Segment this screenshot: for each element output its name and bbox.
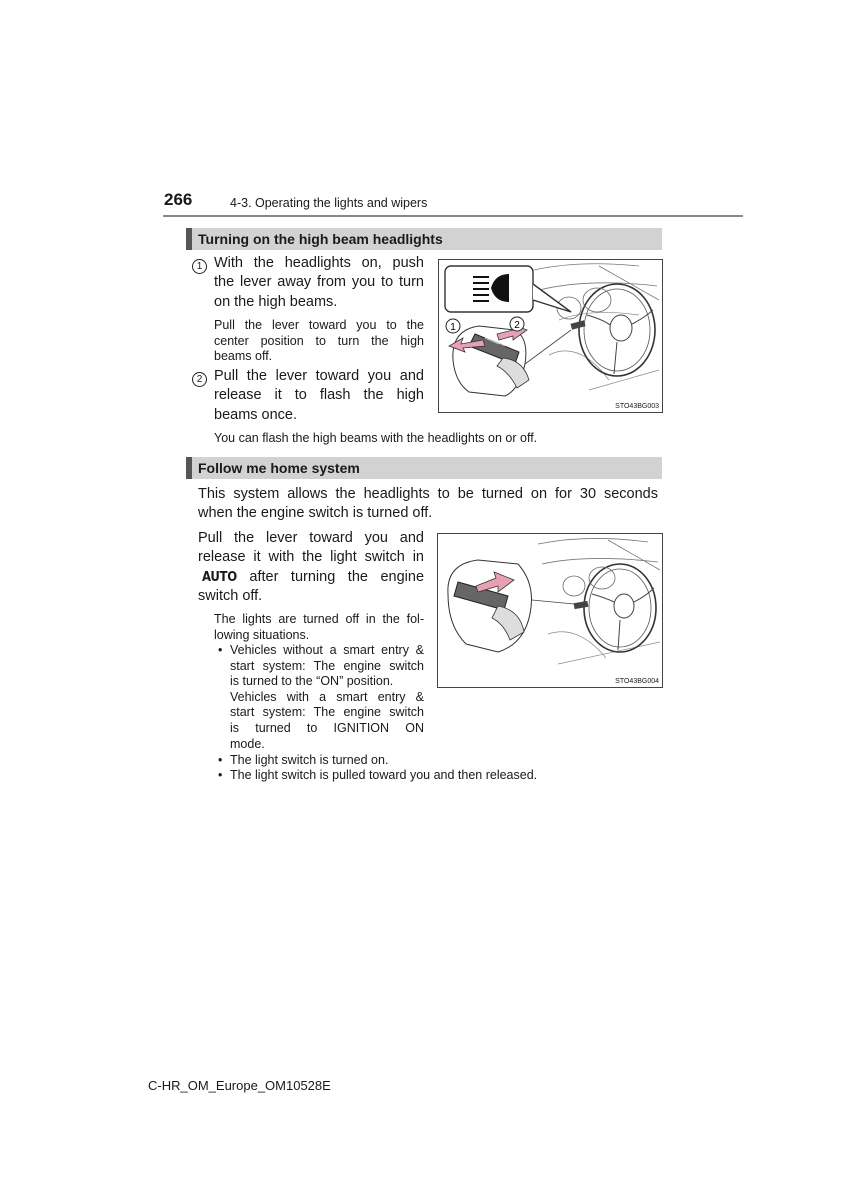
figure-code: STO43BG004 — [615, 678, 659, 685]
section-heading-follow-me-home: Follow me home system — [186, 457, 662, 479]
section-path: 4-3. Operating the lights and wipers — [230, 196, 428, 210]
bullet-marker-3: • — [218, 768, 223, 782]
figure-follow-me-lever — [437, 533, 663, 688]
bullet-item-3: The light switch is pulled toward you and then released. — [230, 768, 538, 782]
bullet-item-1: Vehicles without a smart entry & start system: The engine switch is turned to the “ON” position. Vehicles with a smart entry & start system: The engine switch is turned to IGNITION ON mode. — [230, 643, 424, 751]
step-2-text: Pull the lever toward you and release it to flash the high beams once. — [214, 368, 424, 423]
bullet-item-2: The light switch is turned on. — [230, 753, 389, 767]
follow-me-intro: This system allows the headlights to be turned on for 30 seconds when the engine switch is turned off. — [198, 486, 658, 522]
lever-illustration — [439, 260, 662, 412]
step-marker-1: 1 — [192, 256, 207, 274]
figure-callout-1: 1 — [450, 322, 456, 333]
figure-callout-2: 2 — [514, 320, 520, 331]
figure-high-beam-lever — [438, 259, 663, 413]
page-number: 266 — [164, 190, 193, 209]
document-footer: C-HR_OM_Europe_OM10528E — [148, 1078, 331, 1093]
lever-pull-illustration — [438, 534, 662, 687]
auto-label: AUTO — [202, 569, 237, 585]
step-1-text: With the headlights on, push the lever away from you to turn on the high beams. — [214, 255, 424, 310]
header-rule — [163, 215, 743, 217]
section-heading-high-beam: Turning on the high beam headlights — [186, 228, 662, 250]
follow-me-note: The lights are turned off in the fol- lowing situations. — [214, 612, 424, 642]
bullet-marker-1: • — [218, 643, 223, 657]
bullet-marker-2: • — [218, 753, 223, 767]
figure-code: STO43BG003 — [615, 403, 659, 410]
follow-me-instructions: Pull the lever toward you and release it with the light switch in AUTO after turning the engine switch off. — [198, 530, 425, 604]
flash-note: You can flash the high beams with the headlights on or off. — [214, 431, 538, 445]
step-1-note: Pull the lever toward you to the center position to turn the high beams off. — [214, 318, 424, 364]
step-marker-2: 2 — [192, 369, 207, 387]
